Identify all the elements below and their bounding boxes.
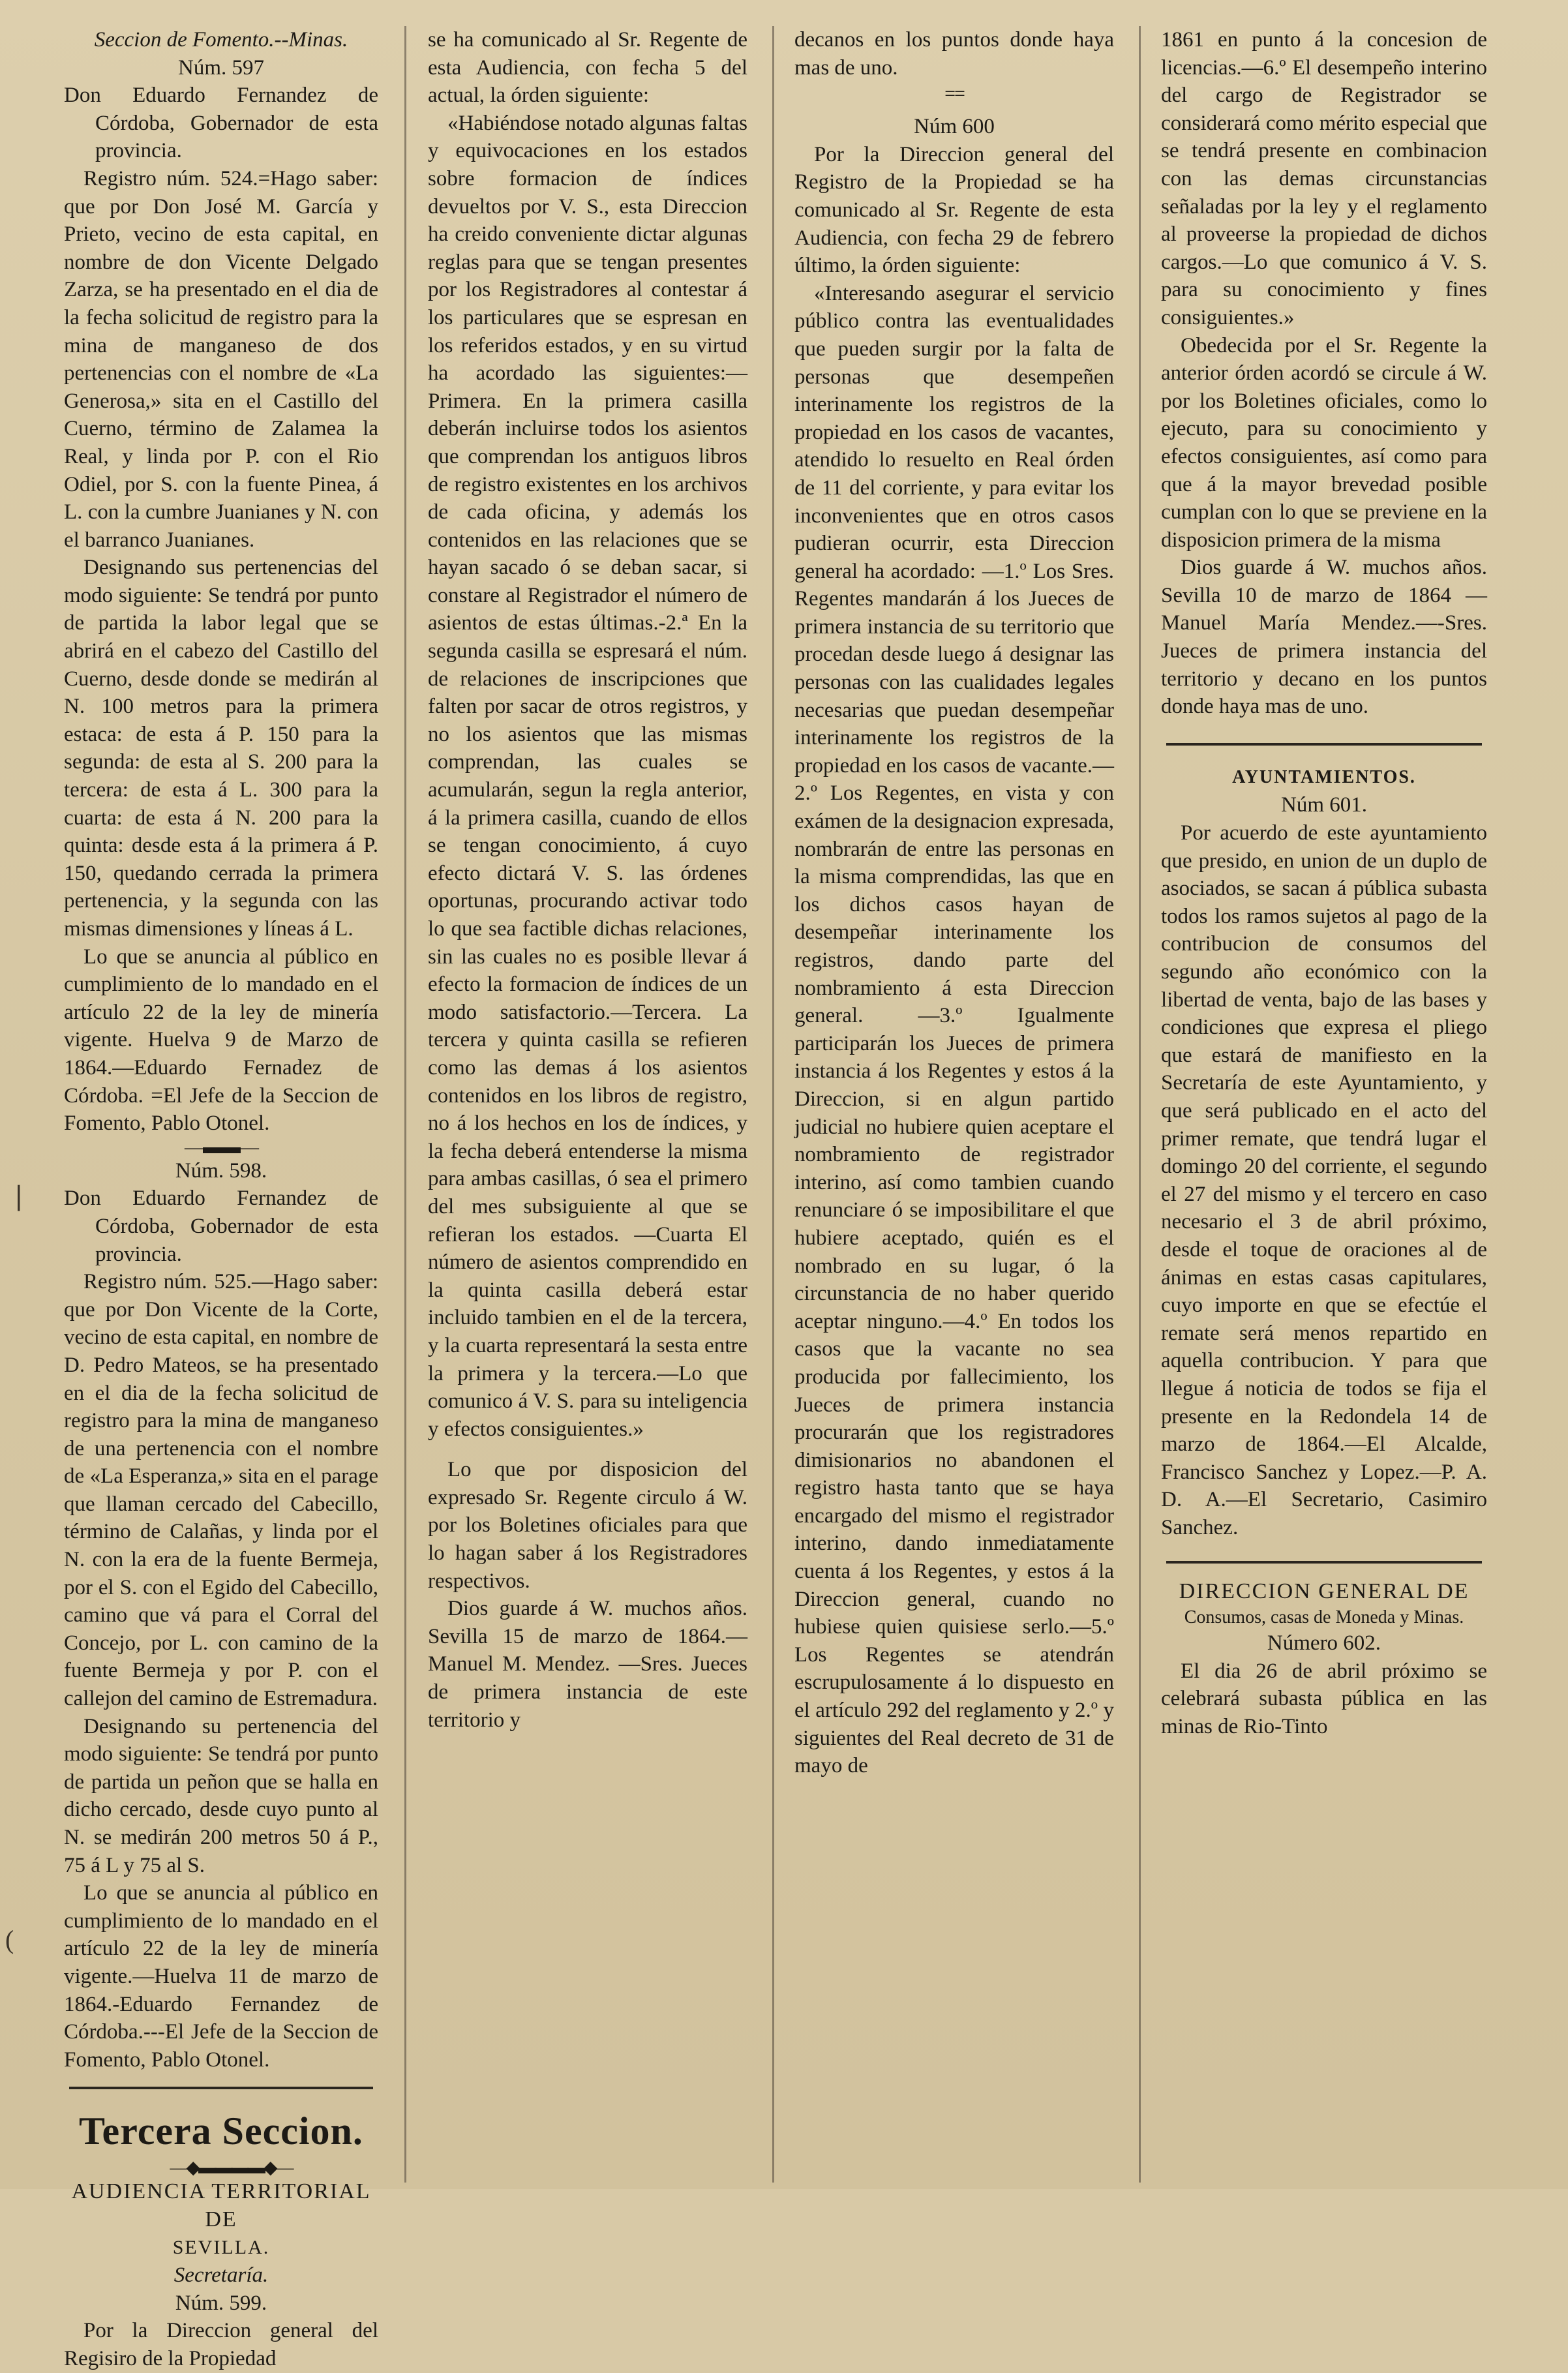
paragraph: Lo que por disposicion del expresado Sr. Regente circulo á W. por los Boletines oficiales para que lo hagan saber á los Registradores respectivos. [428,1458,747,1593]
notice-number: Núm 600 [914,115,995,139]
margin-mark: ❘ [8,1181,30,1211]
paragraph: Lo que se anuncia al público en cumplimiento de lo mandado en el artículo 22 de la ley de minería vigente. Huelva 9 de Marzo de 1864.—Eduardo Fernadez de Córdoba. =El Jefe de la Seccion de Fomento, Pablo Otonel. [64,945,378,1136]
paragraph: Designando sus pertenencias del modo siguiente: Se tendrá por punto de partida la labor legal que se abrirá en el cabezo del Castillo del Cuerno, desde donde se medirán al N. 100 metros para la primera estaca: de esta á P. 150 para la segunda: de esta al S. 200 para la tercera: de esta á L. 300 para la cuarta: de esta á N. 200 para la quinta: desde esta á la primera á P. 150, quedando cerrada la primera pertenencia, y la segunda con las mismas dimensiones y líneas á L. [64,556,378,941]
official-line: Don Eduardo Fernandez de Córdoba, Gobernador de esta provincia. [64,83,378,163]
section-heading: AYUNTAMIENTOS. [1232,766,1416,787]
section-rule [1166,1561,1482,1564]
ornament: —◆▬▬▬▬◆— [170,2158,292,2179]
paragraph: Lo que se anuncia al público en cumplimiento de lo mandado en el artículo 22 de la ley de minería vigente.—Huelva 11 de marzo de 1864.-Eduardo Fernandez de Córdoba.---El Jefe de la Seccion de Fomento, Pablo Otonel. [64,1881,378,2072]
paragraph: «Interesando asegurar el servicio público contra las eventualidades que pueden surgir por la falta de personas que desempeñen interinamente los registros de la propiedad en los casos de vacantes, atendido lo resuelto en Real órden de 11 del corriente, y para evitar los inconvenientes que en otros casos pudieran ocurrir, esta Direccion general ha acordado: —1.º Los Sres. Regentes mandarán á los Jueces de primera instancia de su territorio que procedan desde luego á designar las personas con las cualidades legales necesarias que puedan desempeñar interinamente los registros de la propiedad en los casos de vacante.—2.º Los Regentes, en vista y con exámen de la designacion expresada, nombrarán de entre las personas en la misma comprendidas, las que en los dichos casos hayan de desempeñar interinamente los registros, dando parte del nombramiento á esta Direccion general. —3.º Igualmente participarán los Jueces de primera instancia á los Regentes y estos á la Direccion, si en algun partido judicial no hubiere quien aceptare el nombramiento de registrador interino, así como tambien cuando renunciare ó se imposibilitare el que hubiere aceptado, quién es el nombrado en su lugar, ó la circunstancia de no haber querido aceptar ninguno.—4.º En todos los casos que la vacante no sea producida por fallecimiento, los Jueces de primera instancia procurarán que los registradores dimisionarios no abandonen el registro hasta tanto que se haya encargado del mismo el registrador interino, dando inmediatamente cuenta á los Regentes, y estos á la Direccion general, cuando no hubiese quien quisiese serlo.—5.º Los Regentes se atendrán escrupulosamente á lo dispuesto en el artículo 292 del reglamento y 2.º y siguientes del Real decreto de 31 de mayo de [794,281,1114,1778]
paragraph: 1861 en punto á la concesion de licencias.—6.º El desempeño interino del cargo de Registrador se considerará como mérito especial que se tendrá presente en combinacion con las demas circunstancias señaladas por la ley y el reglamento al proveerse la propiedad de dichos cargos.—Lo que comunico á V. S. para su conocimiento y fines consiguientes.» [1161,28,1487,329]
column-rule [772,26,774,2183]
notice-number: Núm. 597 [178,55,264,80]
paragraph: Obedecida por el Sr. Regente la anterior órden acordó se circule á W. por los Boletines oficiales, como lo ejecuto, para su conocimiento y efectos consiguientes, así como para que á la mayor brevedad posible cumplan con lo que se previene en la disposicion primera de la misma [1161,333,1487,552]
paragraph: Por la Direccion general del Regisiro de la Propiedad [64,2319,378,2370]
paragraph: «Habiéndose notado algunas faltas y equivocaciones en los estados sobre formacion de índices devueltos por V. S., esta Direccion ha creido conveniente dictar algunas reglas para que se tengan presentes por los Registradores al contestar á los particulares que se espresan en los referidos estados, y en su virtud ha acordado las siguientes:—Primera. En la primera casilla deberán incluirse todos los asientos que comprendan los antiguos libros de registro existentes en los archivos de cada oficina, y además los contenidos en las relaciones que se hayan sacado ó se deban sacar, si constare al Registrador el número de asientos de estas últimas.-2.ª En la segunda casilla se espresará el núm. de relaciones de inscripciones que falten por sacar de otros registros, y no los asientos que las mismas comprendan, las cuales se acumularán, segun la regla anterior, á la primera casilla, cuando de ellos se tengan conocimiento, á cuyo efecto dictará V. S. las órdenes oportunas, procurando activar todo lo que sea factible dichas relaciones, sin las cuales no es posible llevar á efecto la formacion de índices de un modo satisfactorio.—Tercera. La tercera y quinta casilla se refieren como las demas á los asientos contenidos en los libros de registro, no á los hechos en los de índices, y la fecha deberá entenderse la misma para ambas casillas, ó sea el primero del mes subsiguiente al que se refieran los estados. —Cuarta El número de asientos comprendido en la quinta casilla deberá estar incluido tambien en el de la tercera, y la cuarta representará la sesta entre la primera y la tercera.—Lo que comunico á V. S. para su inteligencia y efectos consiguientes.» [428,111,747,1441]
notice-number: Núm 601. [1281,793,1367,817]
section-title: Seccion de Fomento.--Minas. [94,28,348,52]
column-rule [1139,26,1141,2183]
section-rule [1166,743,1482,746]
institution-subheading: SEVILLA. [172,2236,270,2258]
column-3 [794,26,1114,2183]
paragraph: se ha comunicado al Sr. Regente de esta Audiencia, con fecha 5 del actual, la órden siguiente: [428,28,747,108]
margin-mark: ( [5,1925,14,1954]
column-4 [1161,26,1487,2183]
paragraph: Por acuerdo de este ayuntamiento que presido, en union de un duplo de asociados, se sacan á pública subasta todos los ramos sujetos al pago de la contribucion de consumos del segundo año económico con la libertad de venta, bajo de las bases y condiciones que expresa el pliego que estará de manifiesto en la Secretaría de este Ayuntamiento, y que será publicado en el acto del primer remate, que tendrá lugar el domingo 20 del corriente, el segundo el 27 del mismo y el tercero en caso necesario el 3 de abril próximo, desde el toque de oraciones al de ánimas en estas casas capitulares, cuyo importe en que se efectúe el remate será menos repartido en aquella contribucion. Y para que llegue á noticia de todos se fija el presente en la Redondela 14 de marzo de 1864.—El Alcalde, Francisco Sanchez y Lopez.—P. A. D. A.—El Secretario, Casimiro Sanchez. [1161,821,1487,1539]
paragraph: Designando su pertenencia del modo siguiente: Se tendrá por punto de partida un peñon que se halla en dicho cercado, desde cuyo punto al N. se medirán 200 metros 50 á P., 75 á L y 75 al S. [64,1714,378,1877]
paragraph: El dia 26 de abril próximo se celebrará subasta pública en las minas de Rio-Tinto [1161,1659,1487,1738]
office-heading: Secretaría. [173,2263,269,2288]
separator: —▬▬— [185,1136,258,1158]
column-1 [64,26,378,2370]
paragraph: Dios guarde á W. muchos años. Sevilla 10 de marzo de 1864 —Manuel María Mendez.—-Sres. Jueces de primera instancia del territorio y decano en los puntos donde haya mas de uno. [1161,556,1487,719]
institution-heading: AUDIENCIA TERRITORIAL DE [71,2179,371,2231]
notice-number: Núm. 598. [175,1158,267,1183]
column-rule [404,26,406,2183]
separator: == [944,83,964,105]
official-line: Don Eduardo Fernandez de Córdoba, Gobernador de esta provincia. [64,1186,378,1266]
paragraph: Registro núm. 524.=Hago saber: que por Don José M. García y Prieto, vecino de esta capital, en nombre de don Vicente Delgado Zarza, se ha presentado en el dia de la fecha solicitud de registro para la mina de manganeso de dos pertenencias con el nombre de «La Generosa,» sita en el Castillo del Cuerno, término de Zalamea la Real, y linda por P. con el Rio Odiel, por S. con la fuente Pinea, á L. con la cumbre Juanianes y N. con el barranco Juanianes. [64,166,378,552]
column-2 [428,26,747,2183]
notice-number: Núm. 599. [175,2291,267,2315]
paragraph: Por la Direccion general del Registro de la Propiedad se ha comunicado al Sr. Regente de esta Audiencia, con fecha 29 de febrero último, la órden siguiente: [794,142,1114,278]
paragraph: Registro núm. 525.—Hago saber: que por Don Vicente de la Corte, vecino de esta capital, en nombre de D. Pedro Mateos, se ha presentado en el dia de la fecha solicitud de registro para la mina de manganeso de una pertenencia con el nombre de «La Esperanza,» sita en el parage que llaman cercado del Cabecillo, término de Calañas, y linda por el N. con la era de la fuente Bermeja, por el S. con el Egido del Cabecillo, camino que vá para el Corral del Concejo, por L. con camino de la fuente Bermeja y por P. con el callejon del camino de Estremadura. [64,1270,378,1711]
paragraph: decanos en los puntos donde haya mas de uno. [794,28,1114,80]
institution-heading: DIRECCION GENERAL DE [1179,1579,1470,1604]
paragraph: Dios guarde á W. muchos años. Sevilla 15 de marzo de 1864.—Manuel M. Mendez. —Sres. Jueces de primera instancia de este territorio y [428,1597,747,1732]
institution-subheading: Consumos, casas de Moneda y Minas. [1184,1607,1464,1628]
notice-number: Número 602. [1267,1631,1381,1655]
section-heading: Tercera Seccion. [79,2109,363,2153]
section-rule [69,2087,373,2089]
